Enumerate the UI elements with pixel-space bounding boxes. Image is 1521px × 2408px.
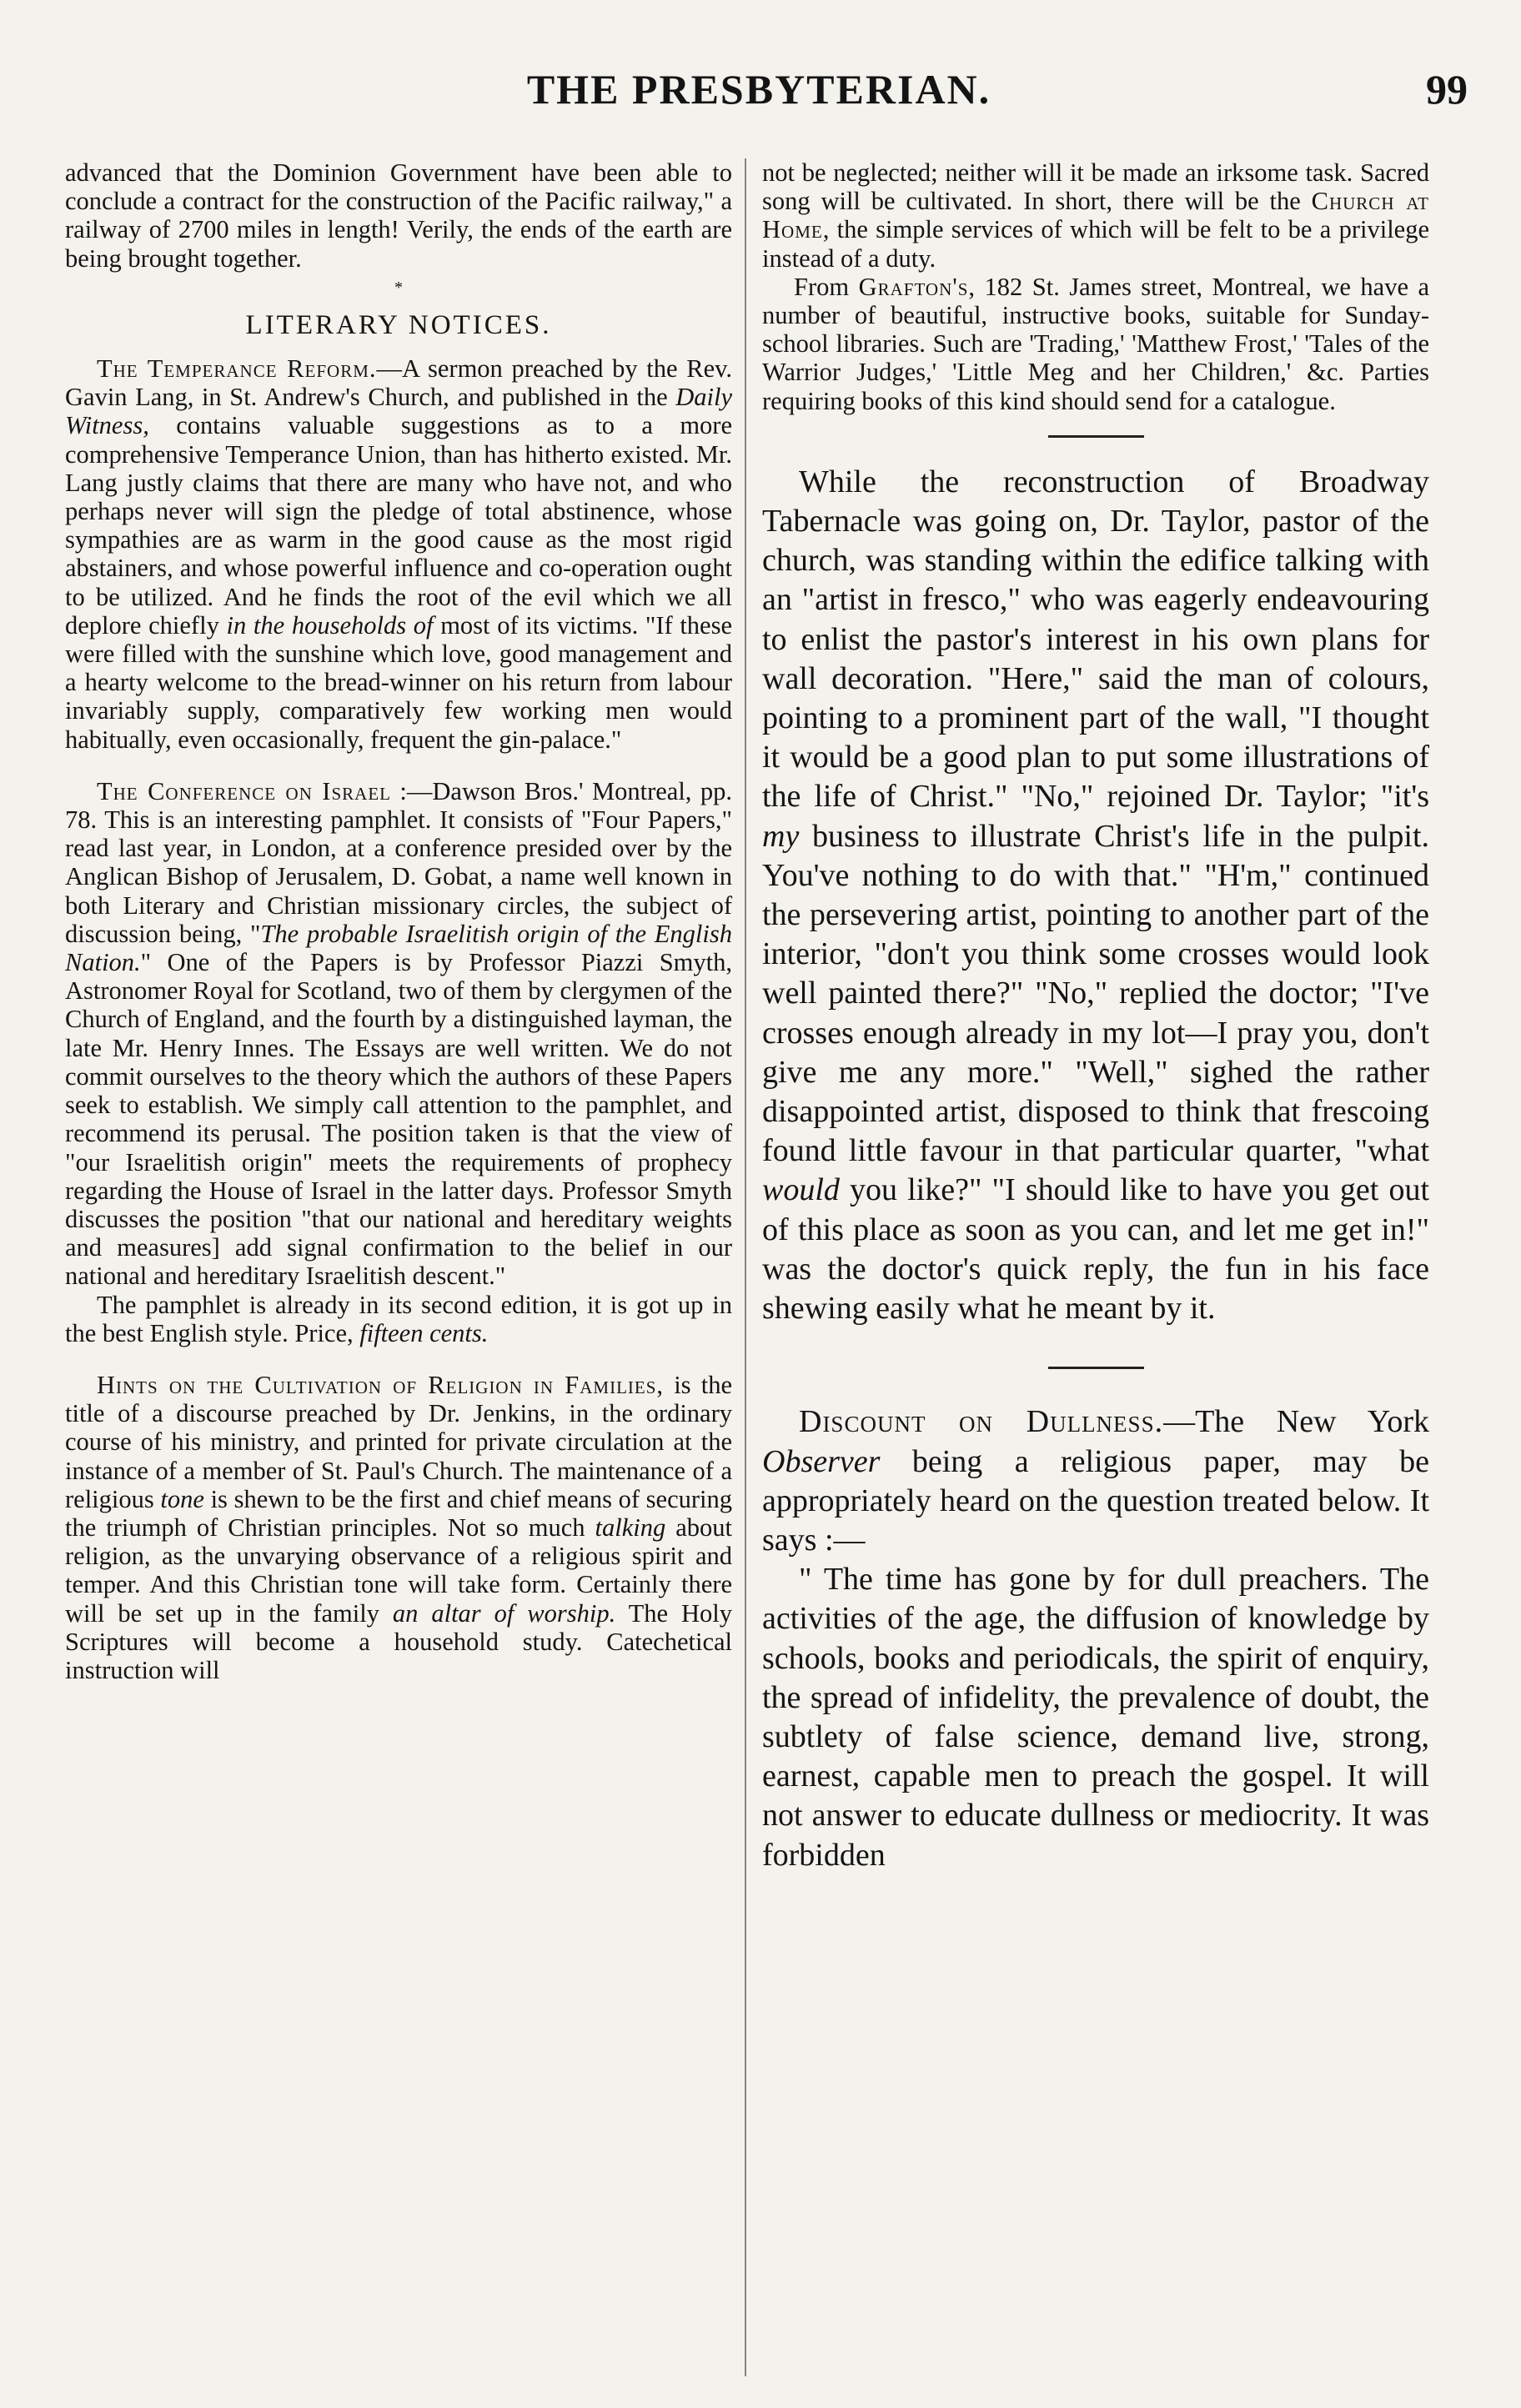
right-column xyxy=(762,158,1429,1875)
conference-israel-notice: The Conference on Israel :—Dawson Bros.' Montreal, pp. 78. This is an interesting pamphlet. It consists of "Four Papers," read last year, in London, at a conference presided over by the Anglican Bishop of Jerusalem, D. Gobat, a name well known in both Literary and Christian missionary circles, the subject of discussion being, "The probable Israelitish origin of the English Nation." One of the Papers is by Professor Piazzi Smyth, Astronomer Royal for Scotland, two of them by clergymen of the Church of England, and the fourth by a distinguished layman, the late Mr. Henry Innes. The Essays are well written. We do not commit ourselves to the theory which the authors of these Papers seek to establish. We simply call attention to the pamphlet, and recommend its perusal. The position taken is that the view of "our Israelitish origin" meets the requirements of prophecy regarding the House of Israel in the latter days. Professor Smyth discusses the position "that our national and hereditary weights and measures] add signal confirmation to the belief in our national and hereditary Israelitish descent." xyxy=(65,776,732,1291)
publication-title: THE PRESBYTERIAN. xyxy=(526,66,991,113)
temperance-title: The Temperance Reform. xyxy=(97,354,377,384)
ornament-star: * xyxy=(394,278,403,297)
section-divider xyxy=(1048,435,1144,438)
page-number: 99 xyxy=(1426,66,1468,113)
continued-paragraph: not be neglected; neither will it be made an irksome task. Sacred song will be cultivated. In short, there will be the Church at Home, the simple services of which will be felt to be a privilege instead of a duty. xyxy=(762,158,1429,273)
literary-notices-heading: LITERARY NOTICES. xyxy=(245,309,552,340)
hints-religion-notice: Hints on the Cultivation of Religion in Families, is the title of a discourse preached by Dr. Jenkins, in the ordinary course of his ministry, and printed for private circulation at the instance of a member of St. Paul's Church. The maintenance of a religious tone is shewn to be the first and chief means of securing the triumph of Christian principles. Not so much talking about religion, as the unvarying observance of a religious spirit and temper. And this Christian tone will take form. Certainly there will be set up in the family an altar of worship. The Holy Scriptures will become a household study. Catechetical instruction will xyxy=(65,1370,733,1684)
grafton-notice: From Grafton's, 182 St. James street, Montreal, we have a number of beautiful, instructive books, suitable for Sunday-school libraries. Such are 'Trading,' 'Matthew Frost,' 'Tales of the Warrior Judges,' 'Little Meg and her Children,' &c. Parties requiring books of this kind should send for a catalogue. xyxy=(762,272,1430,415)
broadway-tabernacle-anecdote: While the reconstruction of Broadway Tabernacle was going on, Dr. Taylor, pastor of the church, was standing within the edifice talking with an "artist in fresco," who was eagerly endeavouring to enlist the pastor's interest in his own plans for wall decoration. "Here," said the man of colours, pointing to a prominent part of the wall, "I thought it would be a good plan to put some illustrations of the life of Christ." "No," rejoined Dr. Taylor; "it's my business to illustrate Christ's life in the pulpit. You've nothing to do with that." "H'm," continued the persevering artist, pointing to another part of the interior, "don't you think some crosses would look well painted there?" "No," replied the doctor; "I've crosses enough already in my lot—I pray you, don't give me any more." "Well," sighed the rather disappointed artist, disposed to think that frescoing found little favour in that particular quarter, "what would you like?" "I should like to have you get out of this place as soon as you can, and let me get in!" was the doctor's quick reply, the fun in his face shewing easily what he meant by it. xyxy=(762,464,1429,1327)
conference-title: The Conference on Israel xyxy=(97,776,391,805)
discount-title: Discount on Dullness. xyxy=(799,1404,1164,1440)
discount-on-dullness-article: Discount on Dullness.—The New York Observer being a religious paper, may be appropriately heard on the question treated below. It says :— xyxy=(762,1404,1429,1558)
intro-paragraph: advanced that the Dominion Government have been able to conclude a contract for the construction of the Pacific railway," a railway of 2700 miles in length! Verily, the ends of the earth are being brought together. xyxy=(65,158,732,273)
dullness-quote: " The time has gone by for dull preachers. The activities of the age, the diffusion of knowledge by schools, books and periodicals, the spirit of enquiry, the spread of infidelity, the prevalence of doubt, the subtlety of false science, demand live, strong, earnest, capable men to preach the gospel. It will not answer to educate dullness or mediocrity. It was forbidden xyxy=(762,1562,1429,1873)
conference-price-paragraph: The pamphlet is already in its second edition, it is got up in the best English style. Price, fifteen cents. xyxy=(65,1290,732,1347)
left-column xyxy=(65,158,732,1684)
column-divider xyxy=(745,158,746,2376)
page-header xyxy=(50,65,1468,123)
section-divider-2 xyxy=(1048,1367,1144,1369)
temperance-reform-notice: The Temperance Reform.—A sermon preached by the Rev. Gavin Lang, in St. Andrew's Church, and published in the Daily Witness, contains valuable suggestions as to a more comprehensive Temperance Union, than has hitherto existed. Mr. Lang justly claims that there are many who have not, and who perhaps never will sign the pledge of total abstinence, whose sympathies are as warm in the good cause as the most rigid abstainers, and whose powerful influence and co-operation ought to be utilized. And he finds the root of the evil which we all deplore chiefly in the households of most of its victims. "If these were filled with the sunshine which love, good management and a hearty welcome to the bread-winner on his return from labour invariably supply, comparatively few working men would habitually, even occasionally, frequent the gin-palace." xyxy=(65,354,732,754)
hints-title: Hints on the Cultivation of Religion in Families, xyxy=(97,1370,665,1399)
